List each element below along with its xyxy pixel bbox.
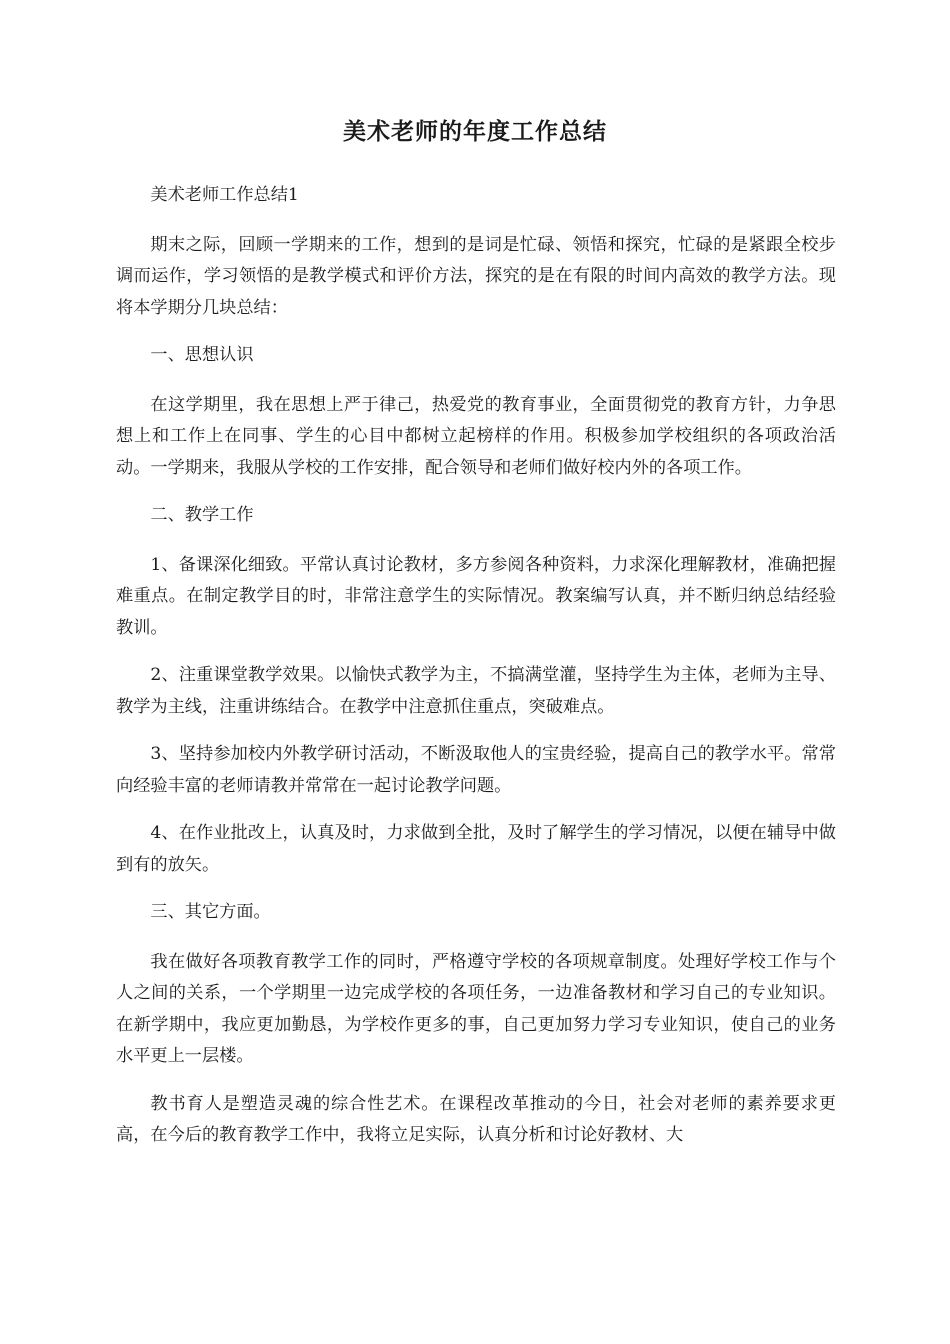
section-heading-teaching: 二、教学工作 <box>150 505 254 525</box>
section-heading-other: 三、其它方面。 <box>150 902 271 922</box>
closing-paragraph: 教书育人是塑造灵魂的综合性艺术。在课程改革推动的今日，社会对老师的素养要求更高，在今后的教育教学工作中，我将立足实际，认真分析和讨论好教材、大 <box>116 1093 836 1145</box>
teaching-item-1: 1、备课深化细致。平常认真讨论教材，多方参阅各种资料，力求深化理解教材，准确把握难重点。在制定教学目的时，非常注意学生的实际情况。教案编写认真，并不断归纳总结经验教训。 <box>116 554 836 638</box>
section-heading-thought: 一、思想认识 <box>150 345 254 365</box>
teaching-item-3: 3、坚持参加校内外教学研讨活动，不断汲取他人的宝贵经验，提高自己的教学水平。常常向经验丰富的老师请教并常常在一起讨论教学问题。 <box>116 744 836 796</box>
document-body <box>116 180 836 1168</box>
intro-paragraph: 期末之际，回顾一学期来的工作，想到的是词是忙碌、领悟和探究，忙碌的是紧跟全校步调而运作，学习领悟的是教学模式和评价方法，探究的是在有限的时间内高效的教学方法。现将本学期分几块总结： <box>116 234 836 318</box>
document-title: 美术老师的年度工作总结 <box>343 118 607 145</box>
thought-paragraph: 在这学期里，我在思想上严于律己，热爱党的教育事业，全面贯彻党的教育方针，力争思想上和工作上在同事、学生的心目中都树立起榜样的作用。积极参加学校组织的各项政治活动。一学期来，我服从学校的工作安排，配合领导和老师们做好校内外的各项工作。 <box>116 394 836 478</box>
teaching-item-2: 2、注重课堂教学效果。以愉快式教学为主，不搞满堂灌，坚持学生为主体，老师为主导、教学为主线，注重讲练结合。在教学中注意抓住重点，突破难点。 <box>116 665 836 717</box>
section-subtitle: 美术老师工作总结1 <box>150 185 299 205</box>
other-paragraph: 我在做好各项教育教学工作的同时，严格遵守学校的各项规章制度。处理好学校工作与个人之间的关系，一个学期里一边完成学校的各项任务，一边准备教材和学习自己的专业知识。在新学期中，我应更加勤恳，为学校作更多的事，自己更加努力学习专业知识，使自己的业务水平更上一层楼。 <box>116 951 836 1066</box>
teaching-item-4: 4、在作业批改上，认真及时，力求做到全批，及时了解学生的学习情况，以便在辅导中做到有的放矢。 <box>116 823 836 875</box>
